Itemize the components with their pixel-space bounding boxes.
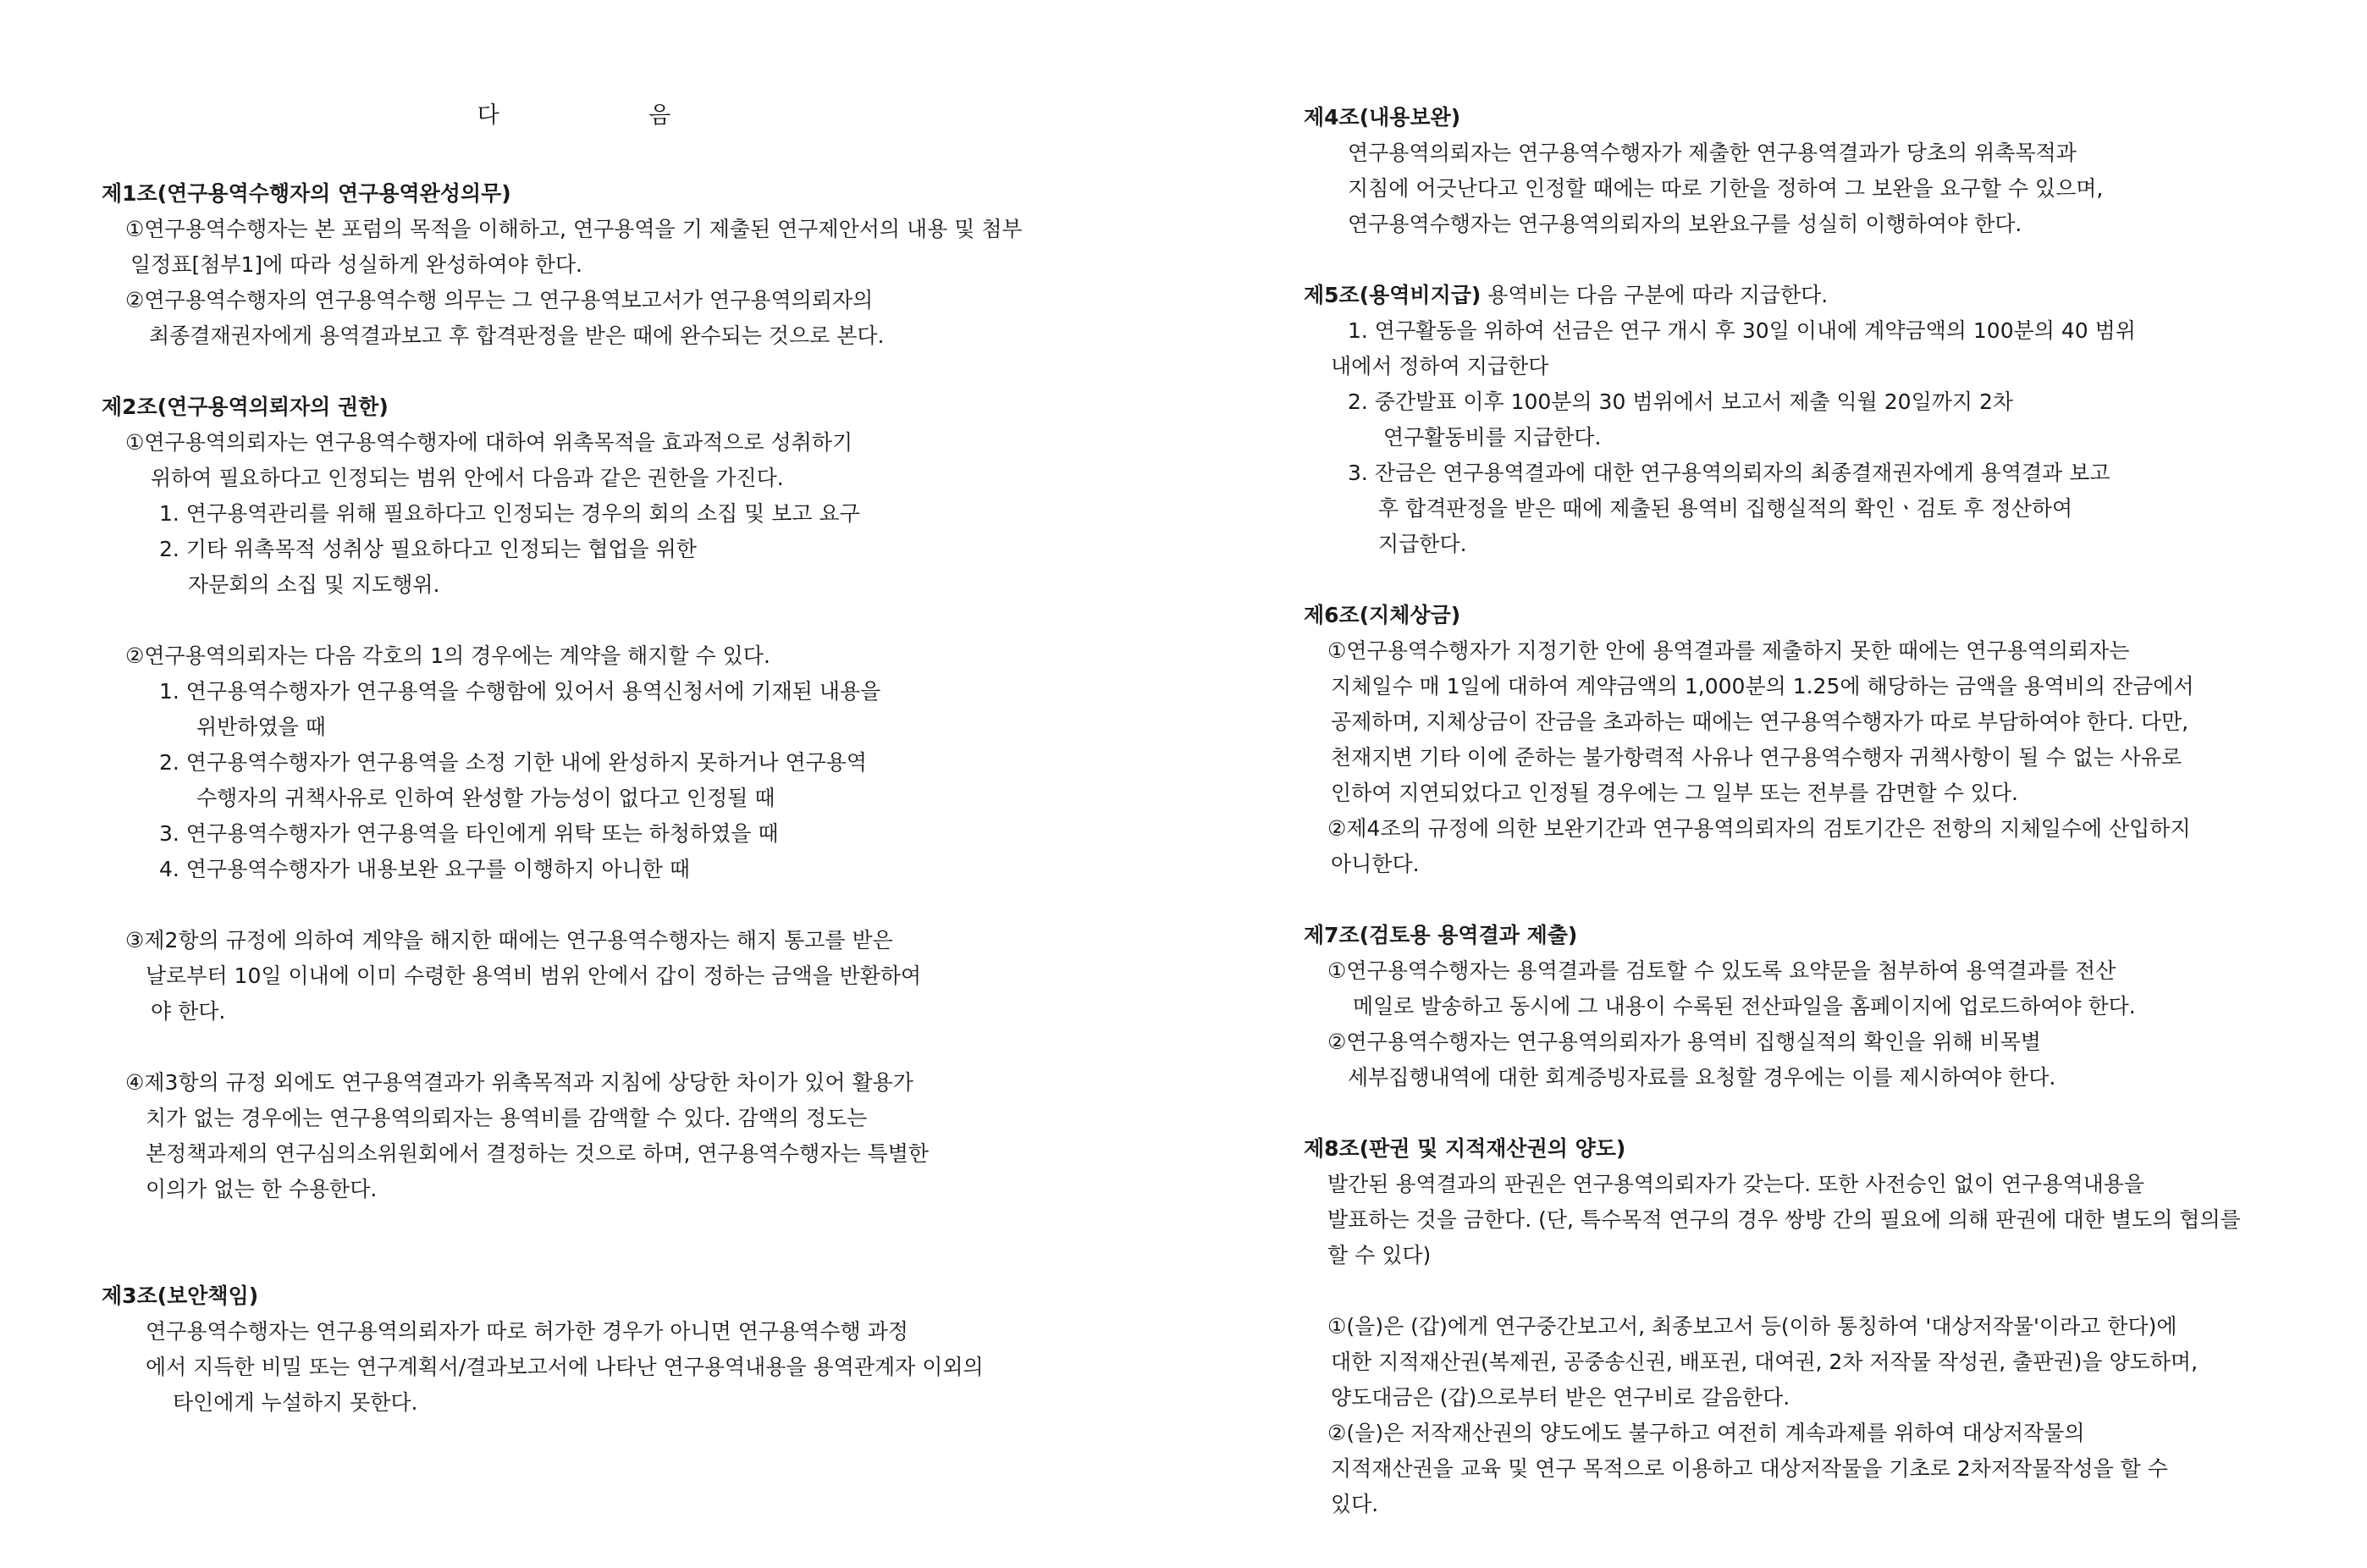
line-text: 자문회의 소집 및 지도행위. — [188, 572, 440, 597]
paragraph-line — [1331, 704, 2188, 740]
line-text: 공제하며, 지체상금이 잔금을 초과하는 때에는 연구용역수행자가 따로 부담하여야 한다. 다만, — [1331, 709, 2189, 734]
article-heading — [1304, 598, 1460, 633]
line-text: 내에서 정하여 지급한다 — [1331, 354, 1549, 378]
line-text: 연구용역수행자는 연구용역의뢰자의 보완요구를 성실히 이행하여야 한다. — [1348, 212, 2022, 236]
paragraph-line — [159, 816, 779, 852]
paragraph-line — [1327, 1238, 1431, 1273]
line-text: 제5조(용역비지급) — [1304, 283, 1481, 307]
line-text: 발간된 용역결과의 판권은 연구용역의뢰자가 갖는다. 또한 사전승인 없이 연구용역내용을 — [1327, 1172, 2145, 1196]
line-text: ①연구용역수행자가 지정기한 안에 용역결과를 제출하지 못한 때에는 연구용역의뢰자는 — [1327, 638, 2130, 663]
paragraph-line — [125, 1065, 913, 1101]
line-text: 2. 기타 위촉목적 성취상 필요하다고 인정되는 협업을 위한 — [159, 537, 697, 561]
paragraph-line — [125, 212, 1023, 247]
article-heading — [1304, 278, 1828, 313]
line-text: 아니한다. — [1331, 852, 1420, 876]
line-text: 연구용역의뢰자는 연구용역수행자가 제출한 연구용역결과가 당초의 위촉목적과 — [1348, 141, 2077, 165]
line-text: ②연구용역수행자는 연구용역의뢰자가 용역비 집행실적의 확인을 위해 비목별 — [1327, 1030, 2041, 1054]
paragraph-line — [149, 318, 884, 354]
line-text: 에서 지득한 비밀 또는 연구계획서/결과보고서에 나타난 연구용역내용을 용역관계자 이외의 — [146, 1355, 984, 1379]
line-text: 양도대금은 (갑)으로부터 받은 연구비로 갈음한다. — [1331, 1385, 1790, 1410]
line-text: ①연구용역수행자는 본 포럼의 목적을 이해하고, 연구용역을 기 제출된 연구제안서의 내용 및 첨부 — [125, 217, 1023, 241]
article-heading — [102, 389, 389, 425]
paragraph-line — [1327, 953, 2116, 989]
paragraph-line — [173, 1385, 418, 1421]
line-text: 제2조(연구용역의뢰자의 권한) — [102, 395, 389, 419]
line-text: 이의가 없는 한 수용한다. — [146, 1177, 378, 1201]
line-text: 위하여 필요하다고 인정되는 범위 안에서 다음과 같은 권한을 가진다. — [151, 466, 784, 490]
line-text: 지체일수 매 1일에 대하여 계약금액의 1,000분의 1.25에 해당하는 금액을 용역비의 잔금에서 — [1331, 674, 2194, 698]
line-text: 3. 연구용역수행자가 연구용역을 타인에게 위탁 또는 하청하였을 때 — [159, 821, 779, 846]
paragraph-line — [1378, 527, 1467, 562]
paragraph-line — [1331, 776, 2018, 811]
paragraph-line — [196, 781, 775, 816]
paragraph-line — [159, 852, 690, 887]
line-text: ②연구용역수행자의 연구용역수행 의무는 그 연구용역보고서가 연구용역의뢰자의 — [125, 288, 874, 312]
line-text: 최종결재권자에게 용역결과보고 후 합격판정을 받은 때에 완수되는 것으로 본다. — [149, 323, 885, 348]
paragraph-line — [1348, 207, 2022, 242]
paragraph-line — [1331, 1487, 1378, 1522]
paragraph-line — [1348, 171, 2103, 207]
line-text: 2. 중간발표 이후 100분의 30 범위에서 보고서 제출 익월 20일까지 2차 — [1348, 389, 2014, 414]
paragraph-line — [188, 567, 439, 603]
document-heading: 다 음 — [477, 102, 742, 129]
line-text: 2. 연구용역수행자가 연구용역을 소정 기한 내에 완성하지 못하거나 연구용역 — [159, 750, 868, 775]
line-text: ①연구용역수행자는 용역결과를 검토할 수 있도록 요약문을 첨부하여 용역결과를 전산 — [1327, 958, 2116, 983]
paragraph-line — [1331, 1380, 1790, 1416]
line-text: ③제2항의 규정에 의하여 계약을 해지한 때에는 연구용역수행자는 해지 통고를 받은 — [125, 928, 893, 952]
paragraph-line — [1327, 1309, 2177, 1344]
paragraph-line — [146, 1136, 929, 1172]
line-text: 제1조(연구용역수행자의 연구용역완성의무) — [102, 181, 511, 206]
line-suffix: 용역비는 다음 구분에 따라 지급한다. — [1481, 283, 1829, 307]
paragraph-line — [1331, 669, 2194, 704]
paragraph-line — [1378, 491, 2072, 527]
line-text: 연구용역수행자는 연구용역의뢰자가 따로 허가한 경우가 아니면 연구용역수행 과정 — [146, 1319, 908, 1344]
line-text: 일정표[첨부1]에 따라 성실하게 완성하여야 한다. — [130, 252, 582, 277]
line-text: 수행자의 귀책사유로 인하여 완성할 가능성이 없다고 인정될 때 — [196, 786, 775, 810]
paragraph-line — [1327, 1167, 2144, 1202]
paragraph-line — [1383, 420, 1601, 455]
line-text: 타인에게 누설하지 못한다. — [173, 1390, 418, 1415]
paragraph-line — [1331, 349, 1548, 384]
paragraph-line — [1348, 313, 2136, 349]
article-heading — [1304, 100, 1460, 135]
paragraph-line — [125, 638, 770, 674]
paragraph-line — [159, 745, 867, 781]
line-text: 1. 연구용역관리를 위해 필요하다고 인정되는 경우의 회의 소집 및 보고 요구 — [159, 501, 860, 526]
paragraph-line — [1327, 811, 2191, 847]
line-text: 메일로 발송하고 동시에 그 내용이 수록된 전산파일을 홈페이지에 업로드하여야 한다. — [1353, 994, 2136, 1019]
article-heading — [102, 1278, 258, 1314]
line-text: 인하여 지연되었다고 인정될 경우에는 그 일부 또는 전부를 감면할 수 있다. — [1331, 781, 2018, 805]
line-text: 세부집행내역에 대한 회계증빙자료를 요청할 경우에는 이를 제시하여야 한다. — [1348, 1065, 2056, 1090]
line-text: 연구활동비를 지급한다. — [1383, 425, 1602, 450]
paragraph-line — [146, 1350, 984, 1385]
paragraph-line — [1327, 633, 2129, 669]
paragraph-line — [1348, 135, 2077, 171]
paragraph-line — [196, 709, 326, 745]
line-text: ①연구용역의뢰자는 연구용역수행자에 대하여 위촉목적을 효과적으로 성취하기 — [125, 430, 853, 455]
line-text: ②(을)은 저작재산권의 양도에도 불구하고 여전히 계속과제를 위하여 대상저작물의 — [1327, 1421, 2085, 1445]
paragraph-line — [159, 532, 697, 567]
line-text: ②연구용역의뢰자는 다음 각호의 1의 경우에는 계약을 해지할 수 있다. — [125, 643, 770, 668]
paragraph-line — [1331, 847, 1420, 882]
paragraph-line — [125, 425, 852, 461]
line-text: 제3조(보안책임) — [102, 1284, 259, 1308]
paragraph-line — [1348, 1060, 2055, 1096]
paragraph-line — [151, 994, 225, 1030]
line-text: ②제4조의 규정에 의한 보완기간과 연구용역의뢰자의 검토기간은 전항의 지체일수에 산입하지 — [1327, 816, 2191, 841]
article-heading — [102, 176, 511, 212]
paragraph-line — [1348, 455, 2110, 491]
paragraph-line — [146, 1101, 867, 1136]
line-text: 1. 연구용역수행자가 연구용역을 수행함에 있어서 용역신청서에 기재된 내용을 — [159, 679, 881, 704]
line-text: 야 한다. — [151, 999, 226, 1024]
paragraph-line — [1327, 1416, 2085, 1451]
paragraph-line — [1348, 384, 2013, 420]
line-text: 제8조(판권 및 지적재산권의 양도) — [1304, 1136, 1626, 1161]
paragraph-line — [159, 496, 860, 532]
line-text: 천재지변 기타 이에 준하는 불가항력적 사유나 연구용역수행자 귀책사항이 될 수 없는 사유로 — [1331, 745, 2182, 770]
line-text: 제7조(검토용 용역결과 제출) — [1304, 923, 1578, 947]
paragraph-line — [1353, 989, 2136, 1024]
paragraph-line — [125, 923, 893, 958]
line-text: 있다. — [1331, 1492, 1379, 1516]
paragraph-line — [1331, 1344, 2198, 1380]
line-text: 4. 연구용역수행자가 내용보완 요구를 이행하지 아니한 때 — [159, 857, 690, 881]
line-text: ④제3항의 규정 외에도 연구용역결과가 위촉목적과 지침에 상당한 차이가 있어 활용가 — [125, 1070, 913, 1095]
paragraph-line — [146, 1172, 377, 1207]
article-heading — [1304, 918, 1577, 953]
paragraph-line — [146, 958, 921, 994]
line-text: 대한 지적재산권(복제권, 공중송신권, 배포권, 대여권, 2차 저작물 작성권, 출판권)을 양도하며, — [1331, 1350, 2199, 1374]
paragraph-line — [1327, 1024, 2041, 1060]
line-text: 지적재산권을 교육 및 연구 목적으로 이용하고 대상저작물을 기초로 2차저작물작성을 할 수 — [1331, 1456, 2168, 1481]
paragraph-line — [159, 674, 880, 709]
line-text: 발표하는 것을 금한다. (단, 특수목적 연구의 경우 쌍방 간의 필요에 의해 판권에 대한 별도의 협의를 — [1327, 1207, 2241, 1232]
line-text: 지급한다. — [1378, 532, 1467, 556]
line-text: 치가 없는 경우에는 연구용역의뢰자는 용역비를 감액할 수 있다. 감액의 정도는 — [146, 1106, 868, 1130]
paragraph-line — [125, 283, 873, 318]
paragraph-line — [1327, 1202, 2241, 1238]
line-text: 날로부터 10일 이내에 이미 수령한 용역비 범위 안에서 갑이 정하는 금액을 반환하여 — [146, 963, 922, 988]
paragraph-line — [151, 461, 784, 496]
line-text: 위반하였을 때 — [196, 715, 326, 739]
line-text: 지침에 어긋난다고 인정할 때에는 따로 기한을 정하여 그 보완을 요구할 수 있으며, — [1348, 176, 2104, 201]
article-heading — [1304, 1131, 1625, 1167]
line-text: 3. 잔금은 연구용역결과에 대한 연구용역의뢰자의 최종결재권자에게 용역결과 보고 — [1348, 461, 2110, 485]
line-text: ①(을)은 (갑)에게 연구중간보고서, 최종보고서 등(이하 통칭하여 '대상저작물'이라고 한다)에 — [1327, 1314, 2177, 1339]
paragraph-line — [146, 1314, 908, 1350]
line-text: 제6조(지체상금) — [1304, 603, 1461, 627]
line-text: 1. 연구활동을 위하여 선금은 연구 개시 후 30일 이내에 계약금액의 100분의 40 범위 — [1348, 318, 2136, 343]
paragraph-line — [1331, 1451, 2168, 1487]
line-text: 제4조(내용보완) — [1304, 105, 1461, 130]
paragraph-line — [1331, 740, 2182, 776]
paragraph-line — [130, 247, 582, 283]
line-text: 본정책과제의 연구심의소위원회에서 결정하는 것으로 하며, 연구용역수행자는 특별한 — [146, 1141, 930, 1166]
line-text: 할 수 있다) — [1327, 1243, 1432, 1267]
line-text: 후 합격판정을 받은 때에 제출된 용역비 집행실적의 확인ㆍ검토 후 정산하여 — [1378, 496, 2073, 521]
